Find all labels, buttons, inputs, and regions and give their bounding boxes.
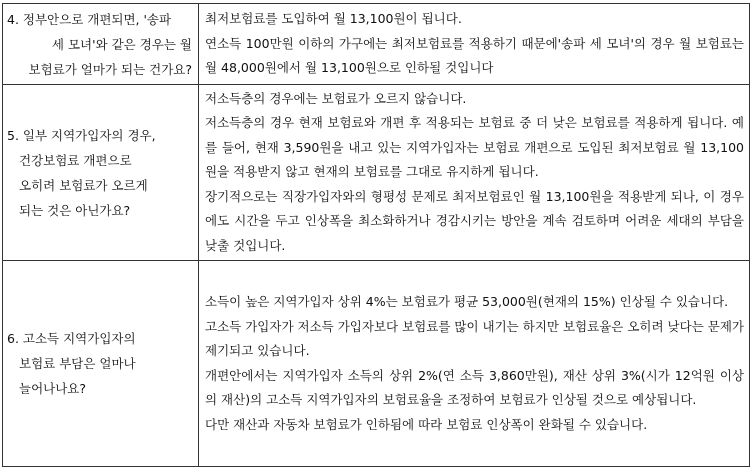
answer-text [199, 290, 749, 437]
question-cell [3, 85, 199, 261]
question-line: 6. 고소득 지역가입자의 [7, 331, 136, 346]
answer-text [199, 7, 749, 81]
question-text [3, 123, 198, 223]
question-cell [3, 4, 199, 85]
answer-paragraph: 저소득층의 경우에는 보험료가 오르지 않습니다. [205, 90, 467, 106]
faq-row [3, 4, 750, 85]
answer-paragraph: 다만 재산과 자동차 보험료가 인하됨에 따라 보험료 인상폭이 완화될 수 있습니다. [205, 416, 648, 432]
question-cell [3, 261, 199, 467]
question-line: 4. 정부안으로 개편되면, '송파 [7, 11, 172, 27]
answer-paragraph: 연소득 100만원 이하의 가구에는 최저보험료를 적용하기 때문에'송파 세 모녀'의 경우 월 보험료는 월 48,000원에서 월 13,100원으로 인하될 것입니다 [205, 35, 744, 76]
question-text [3, 7, 198, 82]
question-line: 늘어나나요? [19, 381, 87, 396]
answer-paragraph: 저소득층의 경우 현재 보험료와 개편 후 적용되는 보험료 중 더 낮은 보험료를 적용하게 됩니다. 예를 들어, 현재 3,590원을 내고 있는 지역가입자는 보험료 개편으로 도입된 최저보험료 월 13,100원을 적용받지 않고 현재의 보험료를 그대로 유지하게 됩니다. [205, 115, 744, 180]
answer-cell [199, 261, 750, 467]
answer-cell [199, 4, 750, 85]
question-line: 세 모녀'와 같은 경우는 월 [51, 36, 192, 52]
question-line: 건강보험료 개편으로 [19, 152, 132, 168]
question-line: 보험료 부담은 얼마나 [19, 356, 136, 371]
question-line: 오히려 보험료가 오르게 [19, 177, 148, 193]
answer-cell [199, 85, 750, 261]
answer-paragraph: 최저보험료를 도입하여 월 13,100원이 됩니다. [205, 11, 462, 27]
answer-text [199, 87, 749, 259]
answer-paragraph: 소득이 높은 지역가입자 상위 4%는 보험료가 평균 53,000원(현재의 15%) 인상될 수 있습니다. [205, 294, 729, 309]
faq-row [3, 85, 750, 261]
answer-paragraph: 고소득 가입자가 저소득 가입자보다 보험료를 많이 내기는 하지만 보험료율은 오히려 낮다는 문제가 제기되고 있습니다. [205, 318, 744, 358]
question-line: 5. 일부 지역가입자의 경우, [7, 127, 156, 143]
faq-table [2, 3, 750, 467]
answer-paragraph: 개편안에서는 지역가입자 소득의 상위 2%(연 소득 3,860만원), 재산 상위 3%(시가 12억원 이상의 재산)의 고소득 지역가입자의 보험료율을 조정하여 보험료가 인상될 것으로 예상됩니다. [205, 367, 744, 407]
answer-paragraph: 장기적으로는 직장가입자와의 형평성 문제로 최저보험료인 월 13,100원을 적용받게 되나, 이 경우에도 시간을 두고 인상폭을 최소화하거나 경감시키는 방안을 계속 검토하며 어려운 세대의 부담을 낮출 것입니다. [205, 188, 744, 253]
question-line: 보험료가 얼마가 되는 건가요? [28, 61, 192, 77]
question-text [3, 326, 198, 401]
question-line: 되는 것은 아닌가요? [19, 202, 131, 218]
faq-row [3, 261, 750, 467]
